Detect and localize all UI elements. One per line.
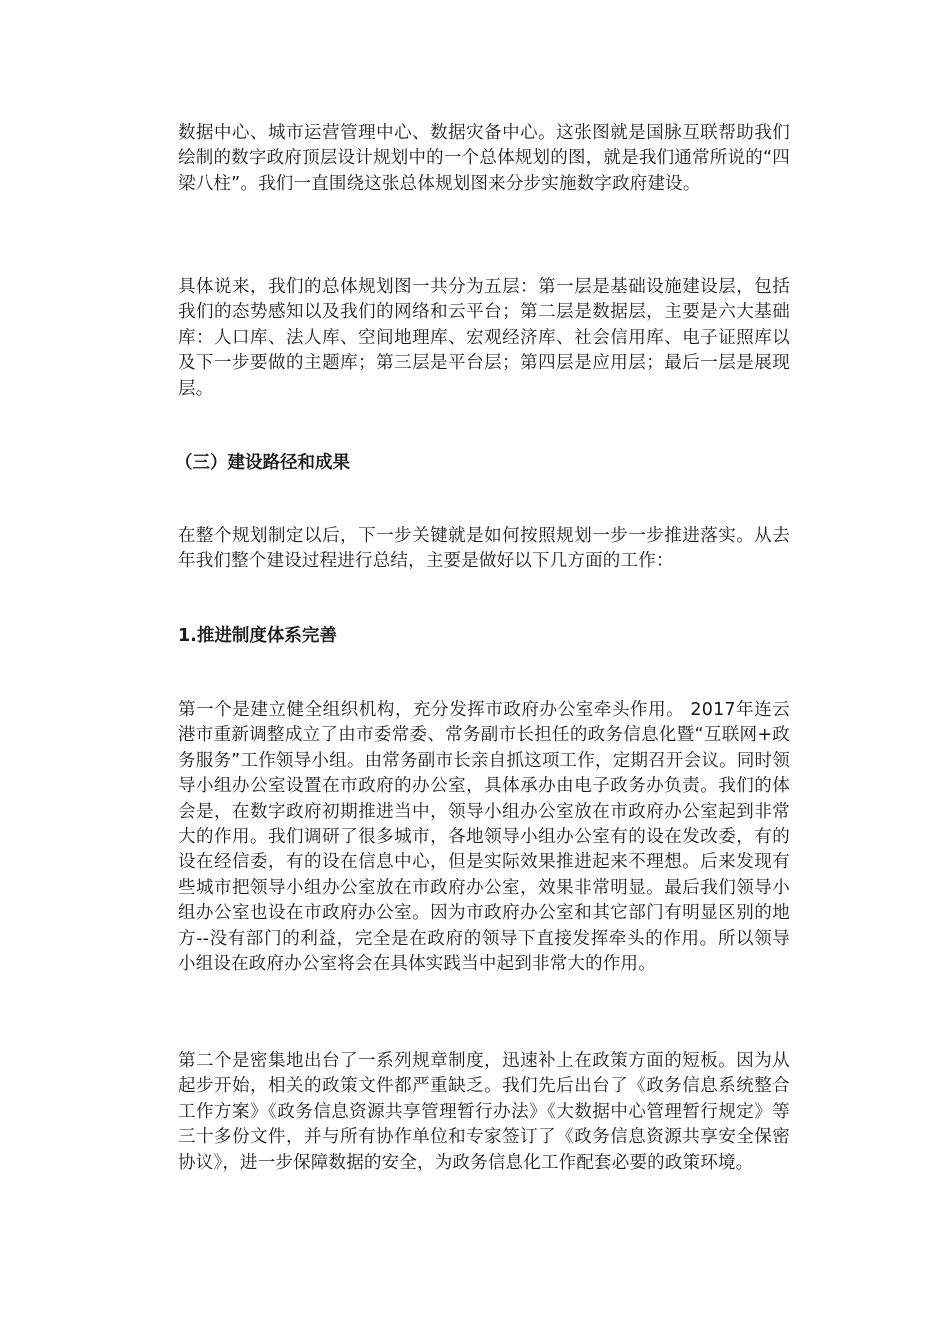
section-heading [175,451,790,476]
paragraph-text: 具体说来，我们的总体规划图一共分为五层：第一层是基础设施建设层，包括我们的态势感知以及我们的网络和云平台；第二层是数据层，主要是六大基础库：人口库、法人库、空间地理库、宏观经济库、社会信用库、电子证照库以及下一步要做的主题库；第三层是平台层；第四层是应用层；最后一层是展现层。 [178,277,790,399]
paragraph-text: 第一个是建立健全组织机构，充分发挥市政府办公室牵头作用。 2017年连云港市重新调整成立了由市委常委、常务副市长担任的政务信息化暨“互联网+政务服务”工作领导小组。由常务副市长亲自抓这项工作，定期召开会议。同时领导小组办公室设置在市政府的办公室，具体承办由电子政务办负责。我们的体会是，在数字政府初期推进当中，领导小组办公室放在市政府办公室起到非常大的作用。我们调研了很多城市，各地领导小组办公室有的设在发改委，有的设在经信委，有的设在信息中心，但是实际效果推进起来不理想。后来发现有些城市把领导小组办公室放在市政府办公室，效果非常明显。最后我们领导小组办公室也设在市政府办公室。因为市政府办公室和其它部门有明显区别的地方--没有部门的利益，完全是在政府的领导下直接发挥牵头的作用。所以领导小组设在政府办公室将会在具体实践当中起到非常大的作用。 [178,700,790,975]
paragraph-next-steps [178,524,790,575]
section-heading-text: （三）建设路径和成果 [175,453,350,473]
paragraph-text: 数据中心、城市运营管理中心、数据灾备中心。这张图就是国脉互联帮助我们绘制的数字政府顶层设计规划中的一个总体规划的图，就是我们通常所说的“四梁八柱”。我们一直围绕这张总体规划图来分步实施数字政府建设。 [178,123,790,194]
paragraph-text: 第二个是密集地出台了一系列规章制度，迅速补上在政策方面的短板。因为从起步开始，相关的政策文件都严重缺乏。我们先后出台了《政务信息系统整合工作方案》《政务信息资源共享管理暂行办法》《大数据中心管理暂行规定》等三十多份文件，并与所有协作单位和专家签订了《政务信息资源共享安全保密协议》，进一步保障数据的安全，为政务信息化工作配套必要的政策环境。 [178,1051,790,1173]
paragraph-text: 在整个规划制定以后，下一步关键就是如何按照规划一步一步推进落实。从去年我们整个建设过程进行总结，主要是做好以下几方面的工作： [178,526,790,572]
subsection-heading-text: 1.推进制度体系完善 [178,626,337,646]
paragraph-organization [178,698,790,977]
paragraph-data-centers [178,121,790,197]
subsection-heading [178,624,790,649]
paragraph-five-layers [178,275,790,402]
paragraph-regulations [178,1049,790,1176]
